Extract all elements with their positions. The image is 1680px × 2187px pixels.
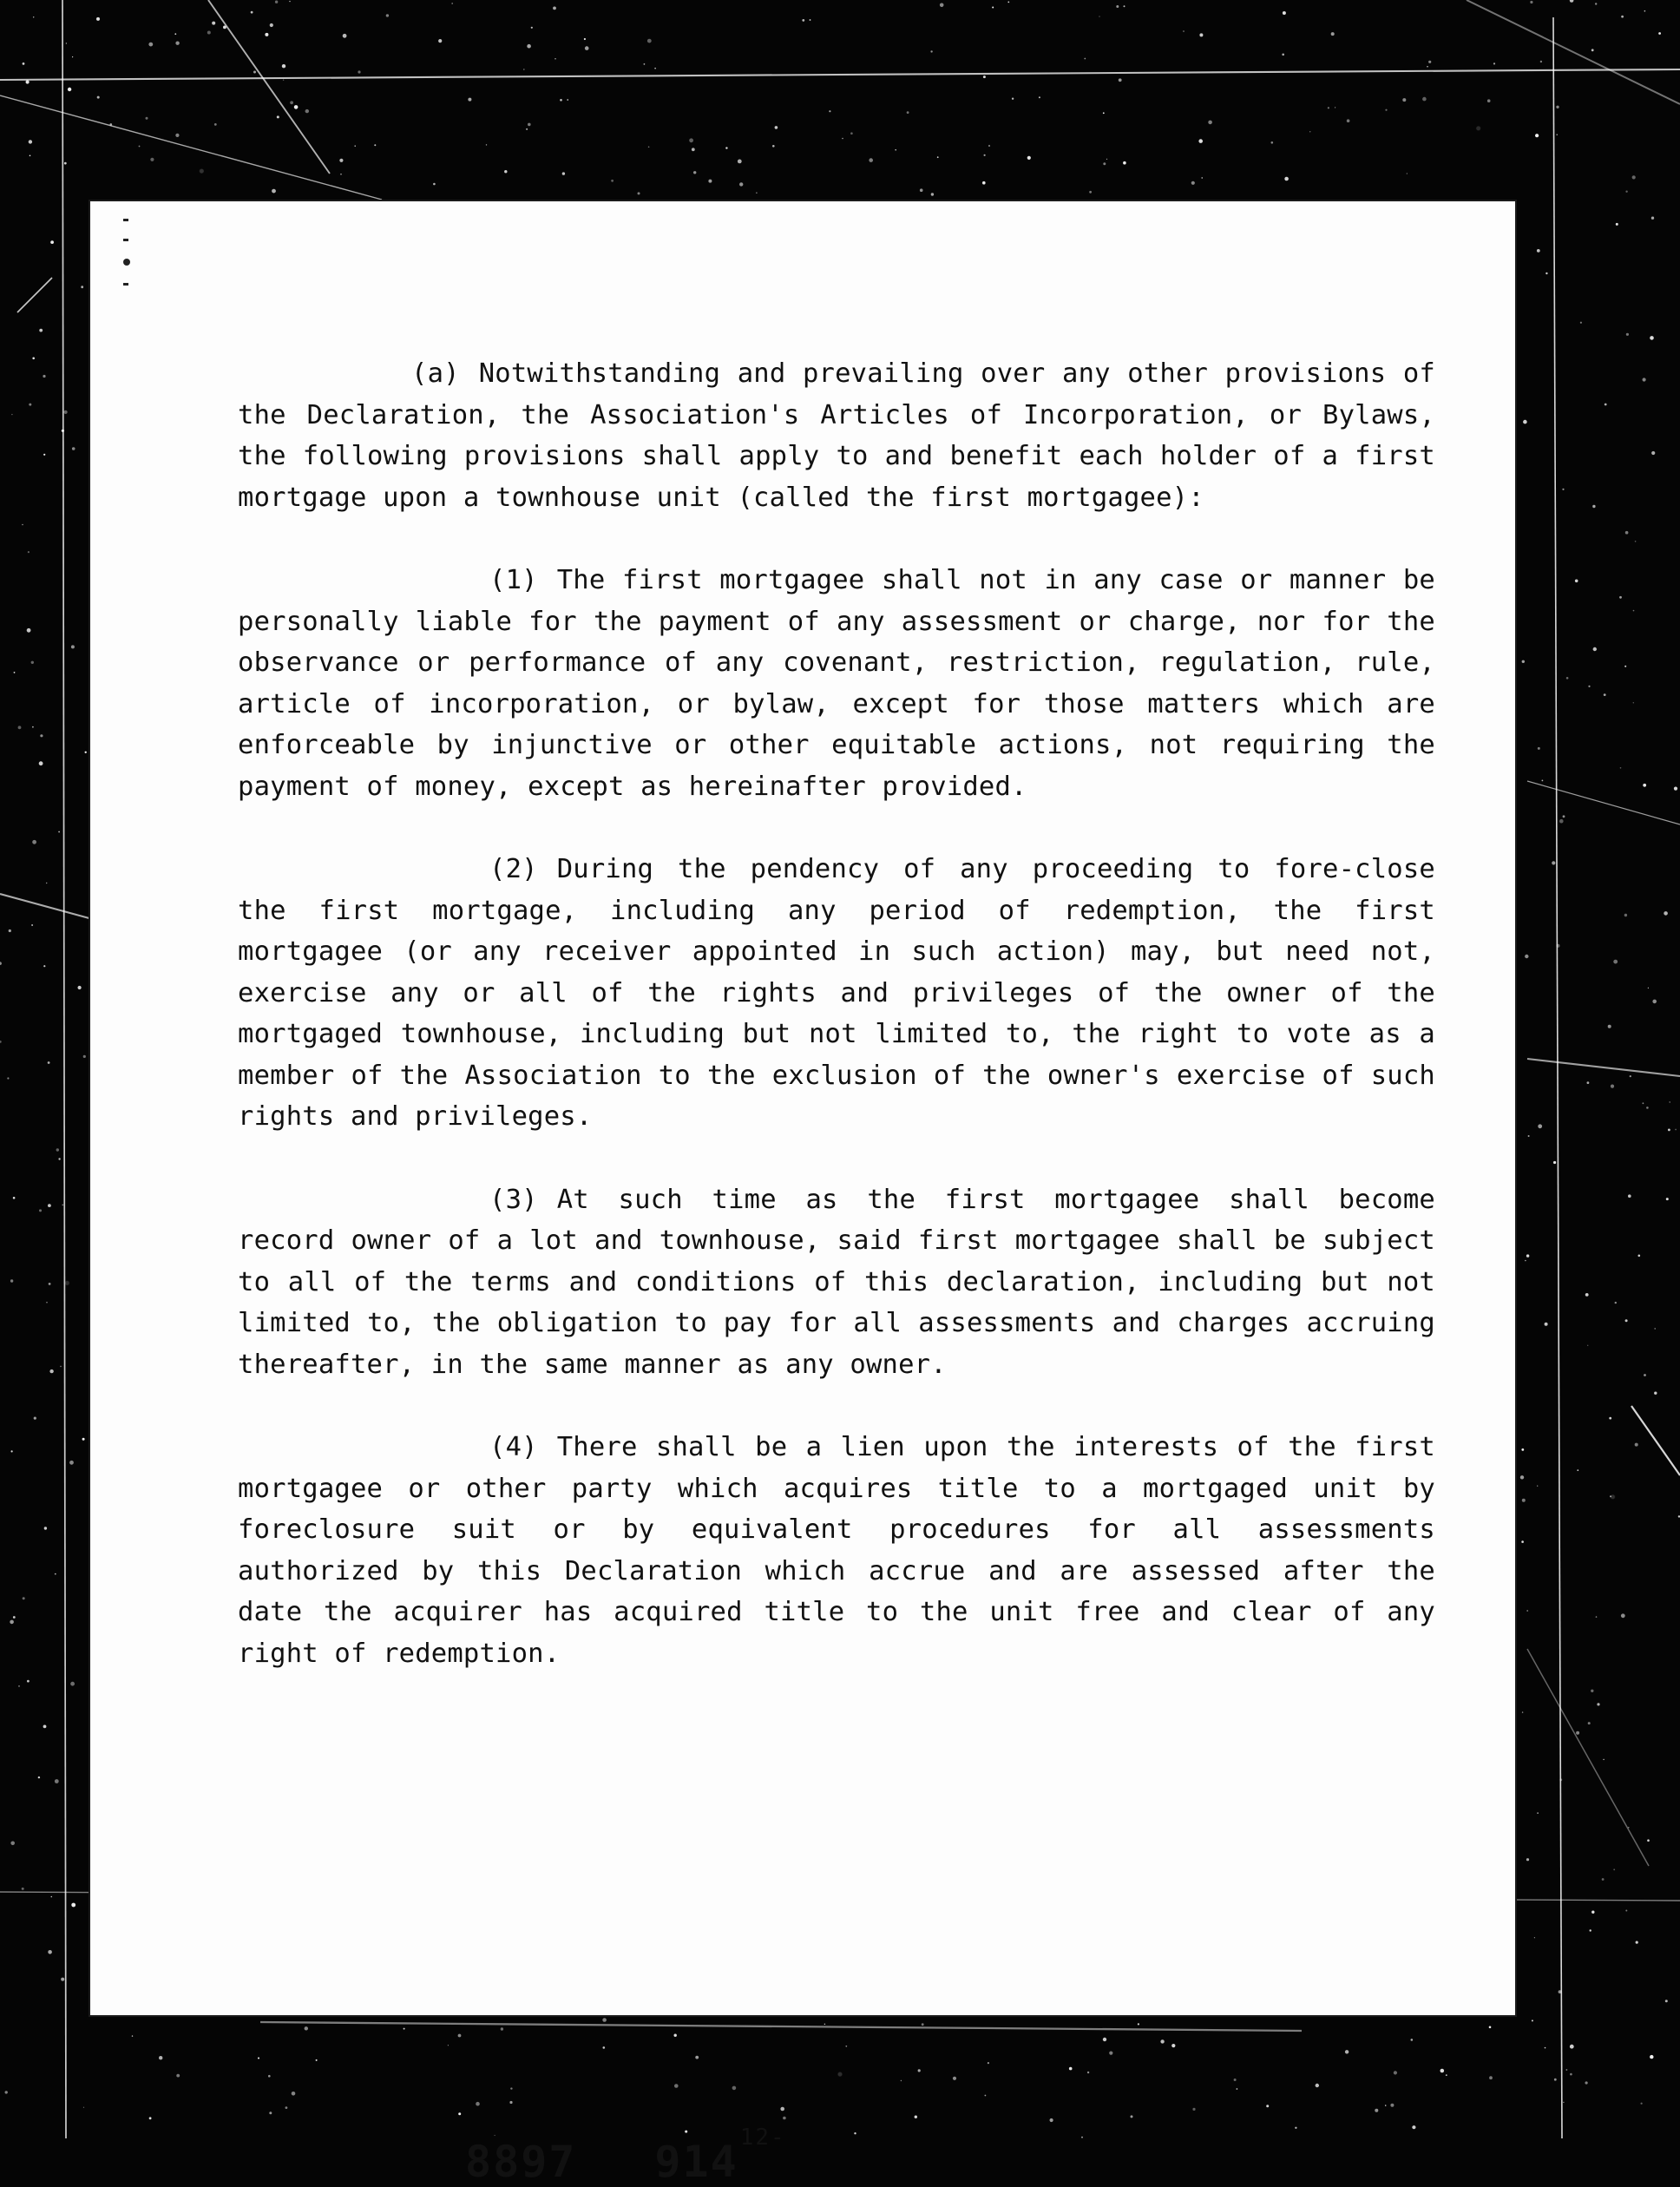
margin-marks <box>123 219 132 303</box>
paragraph-text: Notwithstanding and prevailing over any other provisions of the Declaration, the Association's Articles of Incorporation, or Bylaws, the following provisions shall apply to and benefit each holder of a first mortgage upon a townhouse unit (called the first mortgagee): <box>238 358 1435 513</box>
document-page <box>90 201 1515 2187</box>
provision-3 <box>238 1179 1435 1386</box>
page-reference <box>654 2125 786 2187</box>
provision-label: (3) <box>489 1184 538 1215</box>
provision-4 <box>238 1427 1435 1674</box>
document-body <box>238 353 1435 1674</box>
paragraph-label: (a) <box>411 358 460 389</box>
recording-reference <box>465 2125 786 2187</box>
page-number: 914 <box>654 2137 738 2187</box>
page-suffix: 12- <box>739 2125 786 2151</box>
provision-text: At such time as the first mortgagee shall become record owner of a lot and townhouse, said first mortgagee shall be subject to all of the terms and conditions of this declaration, including but not limited to, the obligation to pay for all assessments and charges accruing thereafter, in the same manner as any owner. <box>238 1184 1435 1380</box>
book-number: 8897 <box>465 2137 577 2187</box>
provision-label: (4) <box>489 1432 538 1462</box>
provision-label: (1) <box>489 565 538 595</box>
provision-text: The first mortgagee shall not in any case or manner be personally liable for the payment of any assessment or charge, nor for the observance or performance of any covenant, restriction, regulation, rule, article of incorporation, or bylaw, except for those matters which are enforceable by injunctive or other equitable actions, not requiring the payment of money, except as hereinafter provided. <box>238 565 1435 802</box>
provision-text: During the pendency of any proceeding to fore-close the first mortgage, including any period of redemption, the first mortgagee (or any receiver appointed in such action) may, but need not, exercise any or all of the rights and privileges of the owner of the mortgaged townhouse, including but not limited to, the right to vote as a member of the Association to the exclusion of the owner's exercise of such rights and privileges. <box>238 854 1435 1132</box>
provision-1 <box>238 560 1435 807</box>
intro-paragraph <box>238 353 1435 518</box>
provision-text: There shall be a lien upon the interests of the first mortgagee or other party which acquires title to a mortgaged unit by foreclosure suit or by equivalent procedures for all assessments authorized by this Declaration which accrue and are assessed after the date the acquirer has acquired title to the unit free and clear of any right of redemption. <box>238 1432 1435 1669</box>
provision-2 <box>238 849 1435 1138</box>
provision-label: (2) <box>489 854 538 884</box>
